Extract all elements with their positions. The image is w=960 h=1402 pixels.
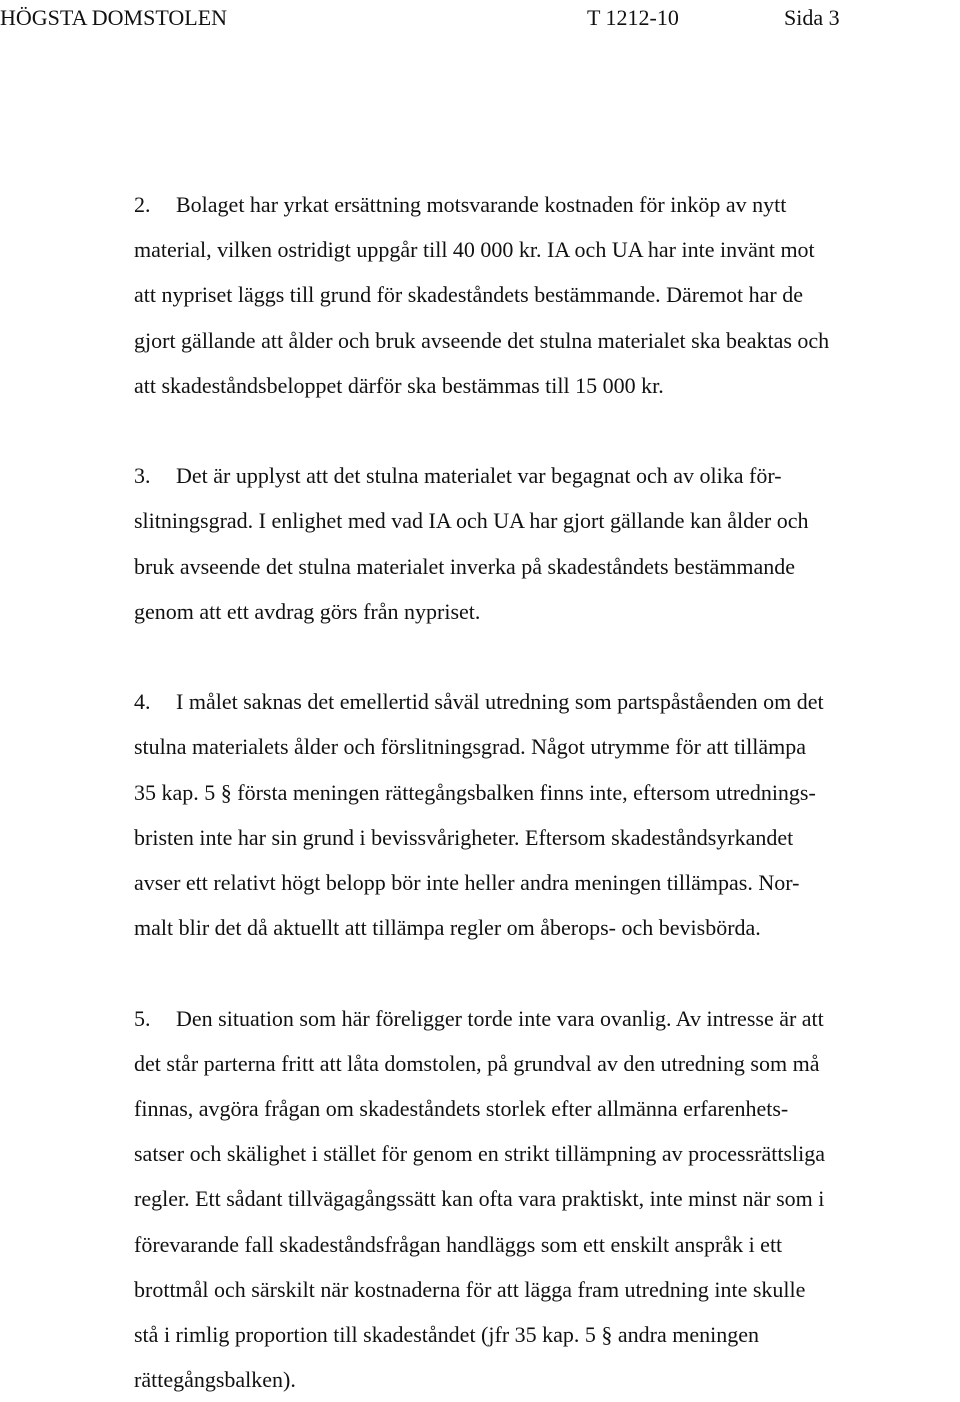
- paragraph-line-text: Den situation som här föreligger torde inte vara ovanlig. Av intresse är att: [176, 1005, 824, 1031]
- paragraph-line: genom att ett avdrag görs från nypriset.: [134, 598, 481, 624]
- paragraph-2: [134, 182, 960, 408]
- paragraph-line: [134, 996, 960, 1041]
- paragraph-number: 4.: [134, 689, 151, 715]
- paragraph-line: att nypriset läggs till grund för skadeståndets bestämmande. Däremot har de: [134, 282, 803, 308]
- paragraph-line: rättegångsbalken).: [134, 1367, 296, 1393]
- court-name: HÖGSTA DOMSTOLEN: [0, 5, 228, 30]
- paragraph-line: bristen inte har sin grund i bevissvårigheter. Eftersom skadeståndsyrkandet: [134, 824, 794, 850]
- paragraph-line-text: Det är upplyst att det stulna materialet var begagnat och av olika för-: [176, 463, 782, 489]
- paragraph-number: 2.: [134, 192, 151, 217]
- paragraph-line: stå i rimlig proportion till skadeståndet (jfr 35 kap. 5 § andra meningen: [134, 1322, 760, 1348]
- paragraph-line: malt blir det då aktuellt att tillämpa regler om åberops- och bevisbörda.: [134, 915, 761, 941]
- paragraph-number: 5.: [134, 1005, 151, 1031]
- paragraph-line: avser ett relativt högt belopp bör inte heller andra meningen tillämpas. Nor-: [134, 870, 800, 896]
- paragraph-number: 3.: [134, 463, 151, 489]
- paragraph-line: slitningsgrad. I enlighet med vad IA och UA har gjort gällande kan ålder och: [134, 508, 809, 534]
- paragraph-line: brottmål och särskilt när kostnaderna för att lägga fram utredning inte skulle: [134, 1276, 806, 1302]
- paragraph-line: det står parterna fritt att låta domstolen, på grundval av den utredning som må: [134, 1050, 820, 1076]
- paragraph-line: [134, 679, 960, 724]
- paragraph-line-text: Bolaget har yrkat ersättning motsvarande kostnaden för inköp av nytt: [176, 192, 787, 217]
- paragraph-line: att skadeståndsbeloppet därför ska bestämmas till 15 000 kr.: [134, 372, 664, 398]
- paragraph-line: förevarande fall skadeståndsfrågan handläggs som ett enskilt anspråk i ett: [134, 1231, 783, 1257]
- document-body: [134, 182, 960, 1402]
- paragraph-5: [134, 996, 960, 1402]
- paragraph-line: regler. Ett sådant tillvägagångssätt kan ofta vara praktiskt, inte minst när som i: [134, 1186, 825, 1212]
- paragraph-line: bruk avseende det stulna materialet inverka på skadeståndets bestämmande: [134, 553, 795, 579]
- paragraph-line-text: I målet saknas det emellertid såväl utredning som partspåståenden om det: [176, 689, 824, 715]
- paragraph-line: [134, 182, 960, 227]
- page-header: [0, 0, 960, 40]
- paragraph-line: stulna materialets ålder och förslitningsgrad. Något utrymme för att tillämpa: [134, 734, 807, 760]
- page-number: Sida 3: [784, 5, 840, 30]
- paragraph-line: material, vilken ostridigt uppgår till 40 000 kr. IA och UA har inte invänt mot: [134, 237, 815, 263]
- paragraph-line: finnas, avgöra frågan om skadeståndets storlek efter allmänna erfarenhets-: [134, 1096, 789, 1122]
- paragraph-line: gjort gällande att ålder och bruk avseende det stulna materialet ska beaktas och: [134, 327, 830, 353]
- paragraph-3: [134, 453, 960, 634]
- paragraph-line: satser och skälighet i stället för genom en strikt tillämpning av processrättsliga: [134, 1141, 826, 1167]
- paragraph-line: 35 kap. 5 § första meningen rättegångsbalken finns inte, eftersom utrednings-: [134, 779, 816, 805]
- case-number: T 1212-10: [587, 5, 679, 30]
- paragraph-line: [134, 453, 960, 498]
- paragraph-4: [134, 679, 960, 950]
